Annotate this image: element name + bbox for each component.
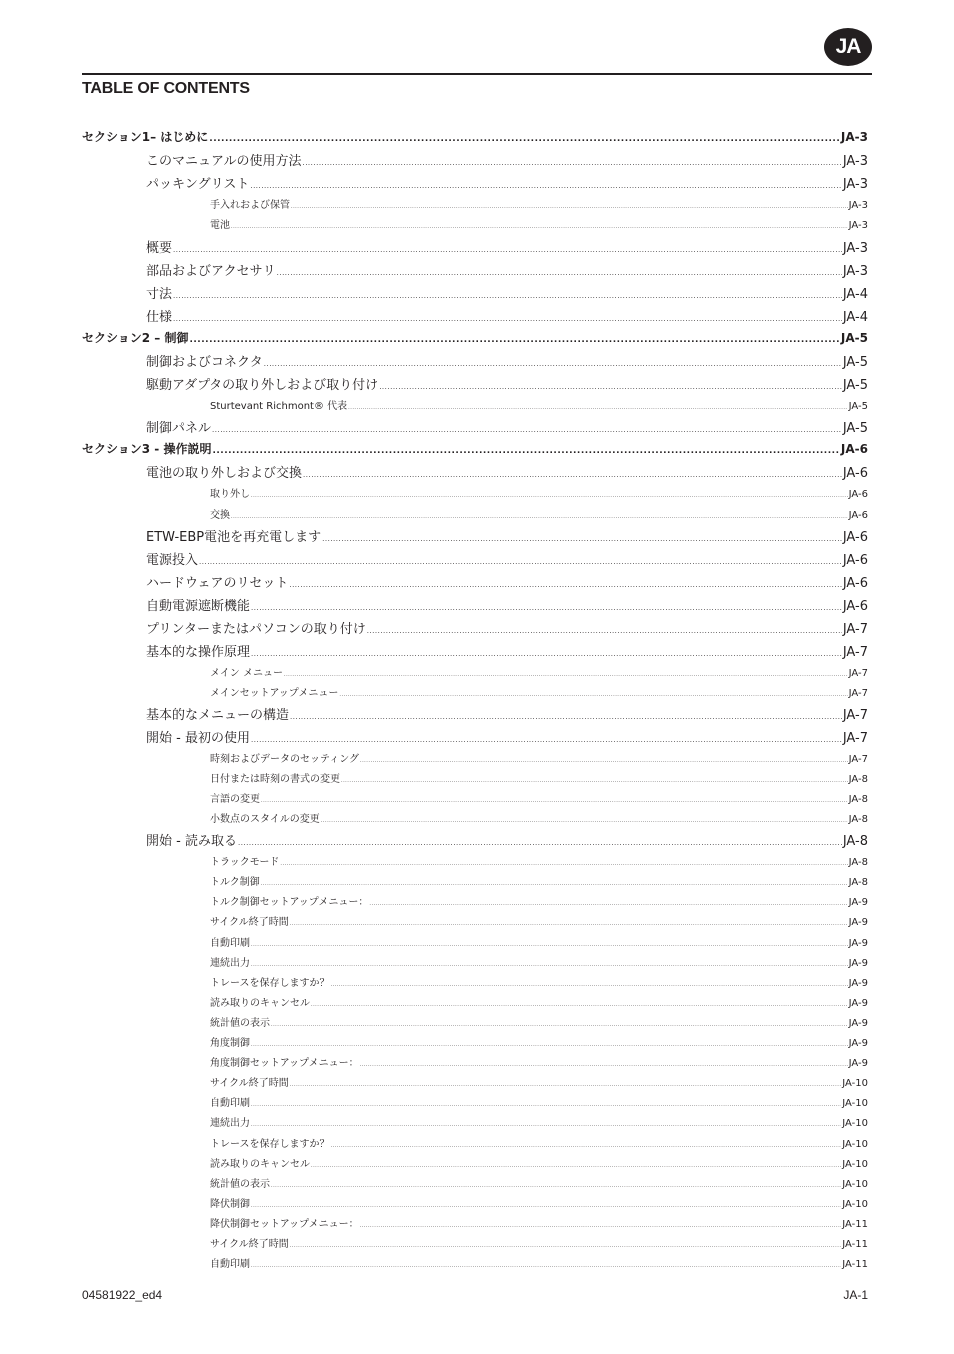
toc-entry[interactable] [82,1175,868,1195]
toc-entry-page: JA-8 [842,834,868,850]
toc-entry-title: 小数点のスタイルの変更 [210,814,320,826]
dot-leader [251,962,848,968]
dot-leader [251,1263,841,1269]
toc-entry-page: JA-9 [848,917,868,929]
toc-entry[interactable] [82,1054,868,1074]
toc-entry[interactable] [82,1014,868,1034]
dot-leader [311,1002,848,1008]
toc-entry-title: 制御パネル [146,421,212,437]
toc-entry-title: サイクル終了時間 [210,1078,289,1090]
toc-entry[interactable] [82,1235,868,1255]
toc-entry-title: 降伏制御 [210,1198,250,1210]
toc-entry-page: JA-7 [842,621,868,637]
toc-entry[interactable] [82,417,868,440]
toc-entry[interactable] [82,934,868,954]
toc-entry-page: JA-10 [842,1098,868,1110]
table-of-contents [82,128,868,1275]
toc-entry-page: JA-6 [840,442,868,457]
toc-entry-title: パッキングリスト [146,177,250,193]
toc-entry-title: 電池 [210,220,230,232]
dot-leader [251,493,848,499]
toc-entry-page: JA-6 [842,575,868,591]
toc-entry-page: JA-9 [848,897,868,909]
toc-entry-page: JA-7 [848,687,868,699]
toc-entry-page: JA-11 [842,1218,868,1230]
toc-entry[interactable] [82,664,868,684]
toc-entry-page: JA-6 [842,466,868,482]
toc-entry-title: トラックモード [210,857,280,869]
dot-leader [290,713,842,721]
toc-entry[interactable] [82,618,868,641]
toc-entry[interactable] [82,1074,868,1094]
toc-entry[interactable] [82,572,868,595]
toc-entry-title: 連続出力 [210,957,250,969]
toc-entry-page: JA-7 [842,644,868,660]
toc-entry-title: 統計値の表示 [210,1178,270,1190]
toc-entry-page: JA-7 [842,730,868,746]
dot-leader [321,818,848,824]
dot-leader [379,383,842,391]
toc-entry-page: JA-10 [842,1178,868,1190]
toc-entry[interactable] [82,329,868,351]
toc-entry-title: 降伏制御セットアップメニュー： [210,1218,359,1230]
toc-entry-title: 電池の取り外しおよび交換 [146,466,303,482]
dot-leader [173,315,842,323]
dot-leader [303,471,842,479]
toc-entry-title: 駆動アダプタの取り外しおよび取り付け [146,377,379,393]
toc-entry-title: 読み取りのキャンセル [210,1158,310,1170]
toc-entry-title: 基本的なメニューの構造 [146,707,290,723]
dot-leader [261,798,848,804]
toc-entry-page: JA-9 [848,1058,868,1070]
toc-entry-page: JA-11 [842,1238,868,1250]
toc-entry[interactable] [82,462,868,485]
toc-entry[interactable] [82,790,868,810]
toc-entry[interactable] [82,306,868,329]
toc-entry-page: JA-7 [848,753,868,765]
dot-leader [199,558,842,566]
dot-leader [302,159,841,167]
toc-entry-title: 自動印刷 [210,1098,250,1110]
toc-entry-title: 開始 - 読み取る [146,834,237,850]
dot-leader [360,1062,848,1068]
toc-entry-page: JA-9 [848,977,868,989]
toc-entry[interactable] [82,1215,868,1235]
toc-entry[interactable] [82,853,868,873]
toc-entry[interactable] [82,770,868,790]
toc-entry-page: JA-10 [842,1198,868,1210]
toc-entry-page: JA-3 [842,154,868,170]
toc-entry-title: 時刻およびデータのセッティング [210,753,359,765]
toc-entry[interactable] [82,994,868,1014]
dot-leader [322,535,842,543]
toc-entry-title: セクション3 - 操作説明 [82,442,212,457]
toc-entry[interactable] [82,397,868,417]
toc-entry-page: JA-6 [842,529,868,545]
toc-entry[interactable] [82,954,868,974]
toc-entry[interactable] [82,830,868,853]
dot-leader [289,581,841,589]
page-number: JA-1 [843,1288,868,1302]
toc-entry-page: JA-8 [848,877,868,889]
toc-entry-title: 電源投入 [146,552,199,568]
toc-entry-title: サイクル終了時間 [210,917,289,929]
dot-leader [231,514,848,520]
document-id: 04581922_ed4 [82,1288,163,1302]
toc-entry[interactable] [82,1135,868,1155]
toc-entry-page: JA-9 [848,937,868,949]
toc-entry-page: JA-9 [848,957,868,969]
dot-leader [331,982,848,988]
toc-entry-title: 連続出力 [210,1118,250,1130]
dot-leader [360,758,848,764]
toc-entry-page: JA-9 [848,1038,868,1050]
toc-entry-title: 開始 - 最初の使用 [146,730,250,746]
toc-entry-title: 自動電源遮断機能 [146,598,251,614]
toc-entry-title: 部品およびアクセサリ [146,263,276,279]
toc-entry-page: JA-6 [842,552,868,568]
dot-leader [250,182,841,190]
toc-entry-title: 制御およびコネクタ [146,354,263,370]
toc-entry-page: JA-8 [848,857,868,869]
toc-entry[interactable] [82,549,868,572]
toc-entry-title: トルク制御セットアップメニュー： [210,897,369,909]
toc-entry-page: JA-3 [842,240,868,256]
toc-entry-title: 自動印刷 [210,1259,250,1271]
toc-entry-title: 取り外し [210,489,250,501]
toc-entry-title: セクション2 – 制御 [82,330,189,345]
toc-entry[interactable] [82,216,868,236]
toc-entry-title: 基本的な操作原理 [146,644,251,660]
toc-entry-title: プリンターまたはパソコンの取り付け [146,621,366,637]
dot-leader [231,224,848,230]
dot-leader [251,1042,848,1048]
dot-leader [339,692,847,698]
toc-entry[interactable] [82,374,868,397]
dot-leader [271,1183,841,1189]
toc-entry-page: JA-5 [842,354,868,370]
dot-leader [238,839,842,847]
dot-leader [173,292,842,300]
dot-leader [290,1243,841,1249]
toc-entry-title: サイクル終了時間 [210,1238,289,1250]
toc-entry[interactable] [82,485,868,505]
dot-leader [251,650,842,658]
dot-leader [261,881,848,887]
toc-entry-title: 概要 [146,240,173,256]
header-rule [82,73,872,75]
toc-entry[interactable] [82,283,868,306]
toc-entry[interactable] [82,641,868,664]
toc-entry-title: 統計値の表示 [210,1017,270,1029]
toc-entry-page: JA-10 [842,1078,868,1090]
dot-leader [271,1022,848,1028]
toc-entry[interactable] [82,1034,868,1054]
toc-entry-page: JA-9 [848,1017,868,1029]
toc-entry-page: JA-10 [842,1138,868,1150]
toc-entry-page: JA-5 [840,330,868,345]
toc-entry[interactable] [82,974,868,994]
toc-entry[interactable] [82,1155,868,1175]
toc-entry-page: JA-10 [842,1158,868,1170]
dot-leader [209,134,840,144]
toc-entry[interactable] [82,1255,868,1275]
toc-entry-title: 読み取りのキャンセル [210,997,310,1009]
toc-entry-page: JA-8 [848,773,868,785]
toc-entry-page: JA-3 [848,220,868,232]
toc-entry[interactable] [82,873,868,893]
toc-entry[interactable] [82,893,868,913]
toc-entry-page: JA-8 [848,814,868,826]
dot-leader [251,1122,841,1128]
dot-leader [264,360,842,368]
toc-entry-page: JA-4 [842,286,868,302]
toc-entry[interactable] [82,1094,868,1114]
toc-entry-title: 角度制御セットアップメニュー： [210,1058,359,1070]
toc-entry[interactable] [82,173,868,196]
toc-entry[interactable] [82,750,868,770]
toc-entry[interactable] [82,1114,868,1134]
dot-leader [291,204,848,210]
toc-entry[interactable] [82,237,868,260]
toc-entry[interactable] [82,727,868,750]
toc-entry-title: 角度制御 [210,1038,250,1050]
dot-leader [251,736,842,744]
toc-entry[interactable] [82,506,868,526]
toc-entry-page: JA-3 [840,130,868,144]
toc-entry-title: トレースを保存しますか？ [210,977,330,989]
dot-leader [369,901,847,907]
dot-leader [189,335,839,345]
page-title: TABLE OF CONTENTS [82,80,250,97]
dot-leader [284,672,848,678]
toc-entry[interactable] [82,351,868,374]
toc-entry-page: JA-10 [842,1118,868,1130]
language-badge: JA [824,28,872,66]
toc-entry[interactable] [82,1195,868,1215]
dot-leader [251,1102,841,1108]
toc-entry[interactable] [82,526,868,549]
dot-leader [212,426,842,434]
dot-leader [341,778,848,784]
toc-entry-page: JA-6 [848,489,868,501]
toc-entry-title: トルク制御 [210,877,260,889]
toc-entry-title: セクション1– はじめに [82,130,209,144]
toc-entry-title: 仕様 [146,309,173,325]
dot-leader [251,604,842,612]
toc-entry-page: JA-6 [848,509,868,521]
dot-leader [280,861,847,867]
toc-entry-title: ハードウェアのリセット [146,575,289,591]
toc-entry-page: JA-7 [842,707,868,723]
toc-entry-page: JA-5 [848,400,868,412]
toc-entry-title: 手入れおよび保管 [210,200,290,212]
toc-entry-title: トレースを保存しますか？ [210,1138,330,1150]
toc-entry-title: 日付または時刻の書式の変更 [210,773,340,785]
toc-entry[interactable] [82,684,868,704]
toc-entry-title: ETW-EBP電池を再充電します [146,529,322,545]
toc-entry-page: JA-3 [848,200,868,212]
toc-entry[interactable] [82,128,868,150]
toc-entry[interactable] [82,196,868,216]
dot-leader [212,446,839,456]
toc-entry-page: JA-11 [842,1259,868,1271]
toc-entry-page: JA-9 [848,997,868,1009]
dot-leader [331,1143,842,1149]
toc-entry-page: JA-5 [842,377,868,393]
dot-leader [311,1163,841,1169]
dot-leader [290,1082,841,1088]
dot-leader [251,942,848,948]
toc-entry[interactable] [82,704,868,727]
toc-entry-title: メインセットアップメニュー [210,687,339,699]
toc-entry-page: JA-4 [842,309,868,325]
toc-entry-title: メイン メニュー [210,667,283,679]
dot-leader [173,246,842,254]
toc-entry-title: Sturtevant Richmont® 代表 [210,400,348,412]
dot-leader [348,405,847,411]
toc-entry-page: JA-3 [842,177,868,193]
dot-leader [367,627,842,635]
toc-entry[interactable] [82,440,868,462]
dot-leader [290,921,848,927]
dot-leader [251,1203,841,1209]
toc-entry-title: 自動印刷 [210,937,250,949]
toc-entry[interactable] [82,150,868,173]
toc-entry-title: 交換 [210,509,230,521]
toc-entry-page: JA-5 [842,421,868,437]
dot-leader [360,1223,842,1229]
dot-leader [277,269,842,277]
toc-entry-page: JA-6 [842,598,868,614]
toc-entry-page: JA-3 [842,263,868,279]
toc-entry[interactable] [82,260,868,283]
toc-entry[interactable] [82,913,868,933]
toc-entry-title: 寸法 [146,286,173,302]
toc-entry[interactable] [82,810,868,830]
toc-entry-title: このマニュアルの使用方法 [146,154,302,170]
toc-entry-page: JA-7 [848,667,868,679]
toc-entry[interactable] [82,595,868,618]
toc-entry-page: JA-8 [848,794,868,806]
toc-entry-title: 言語の変更 [210,794,260,806]
